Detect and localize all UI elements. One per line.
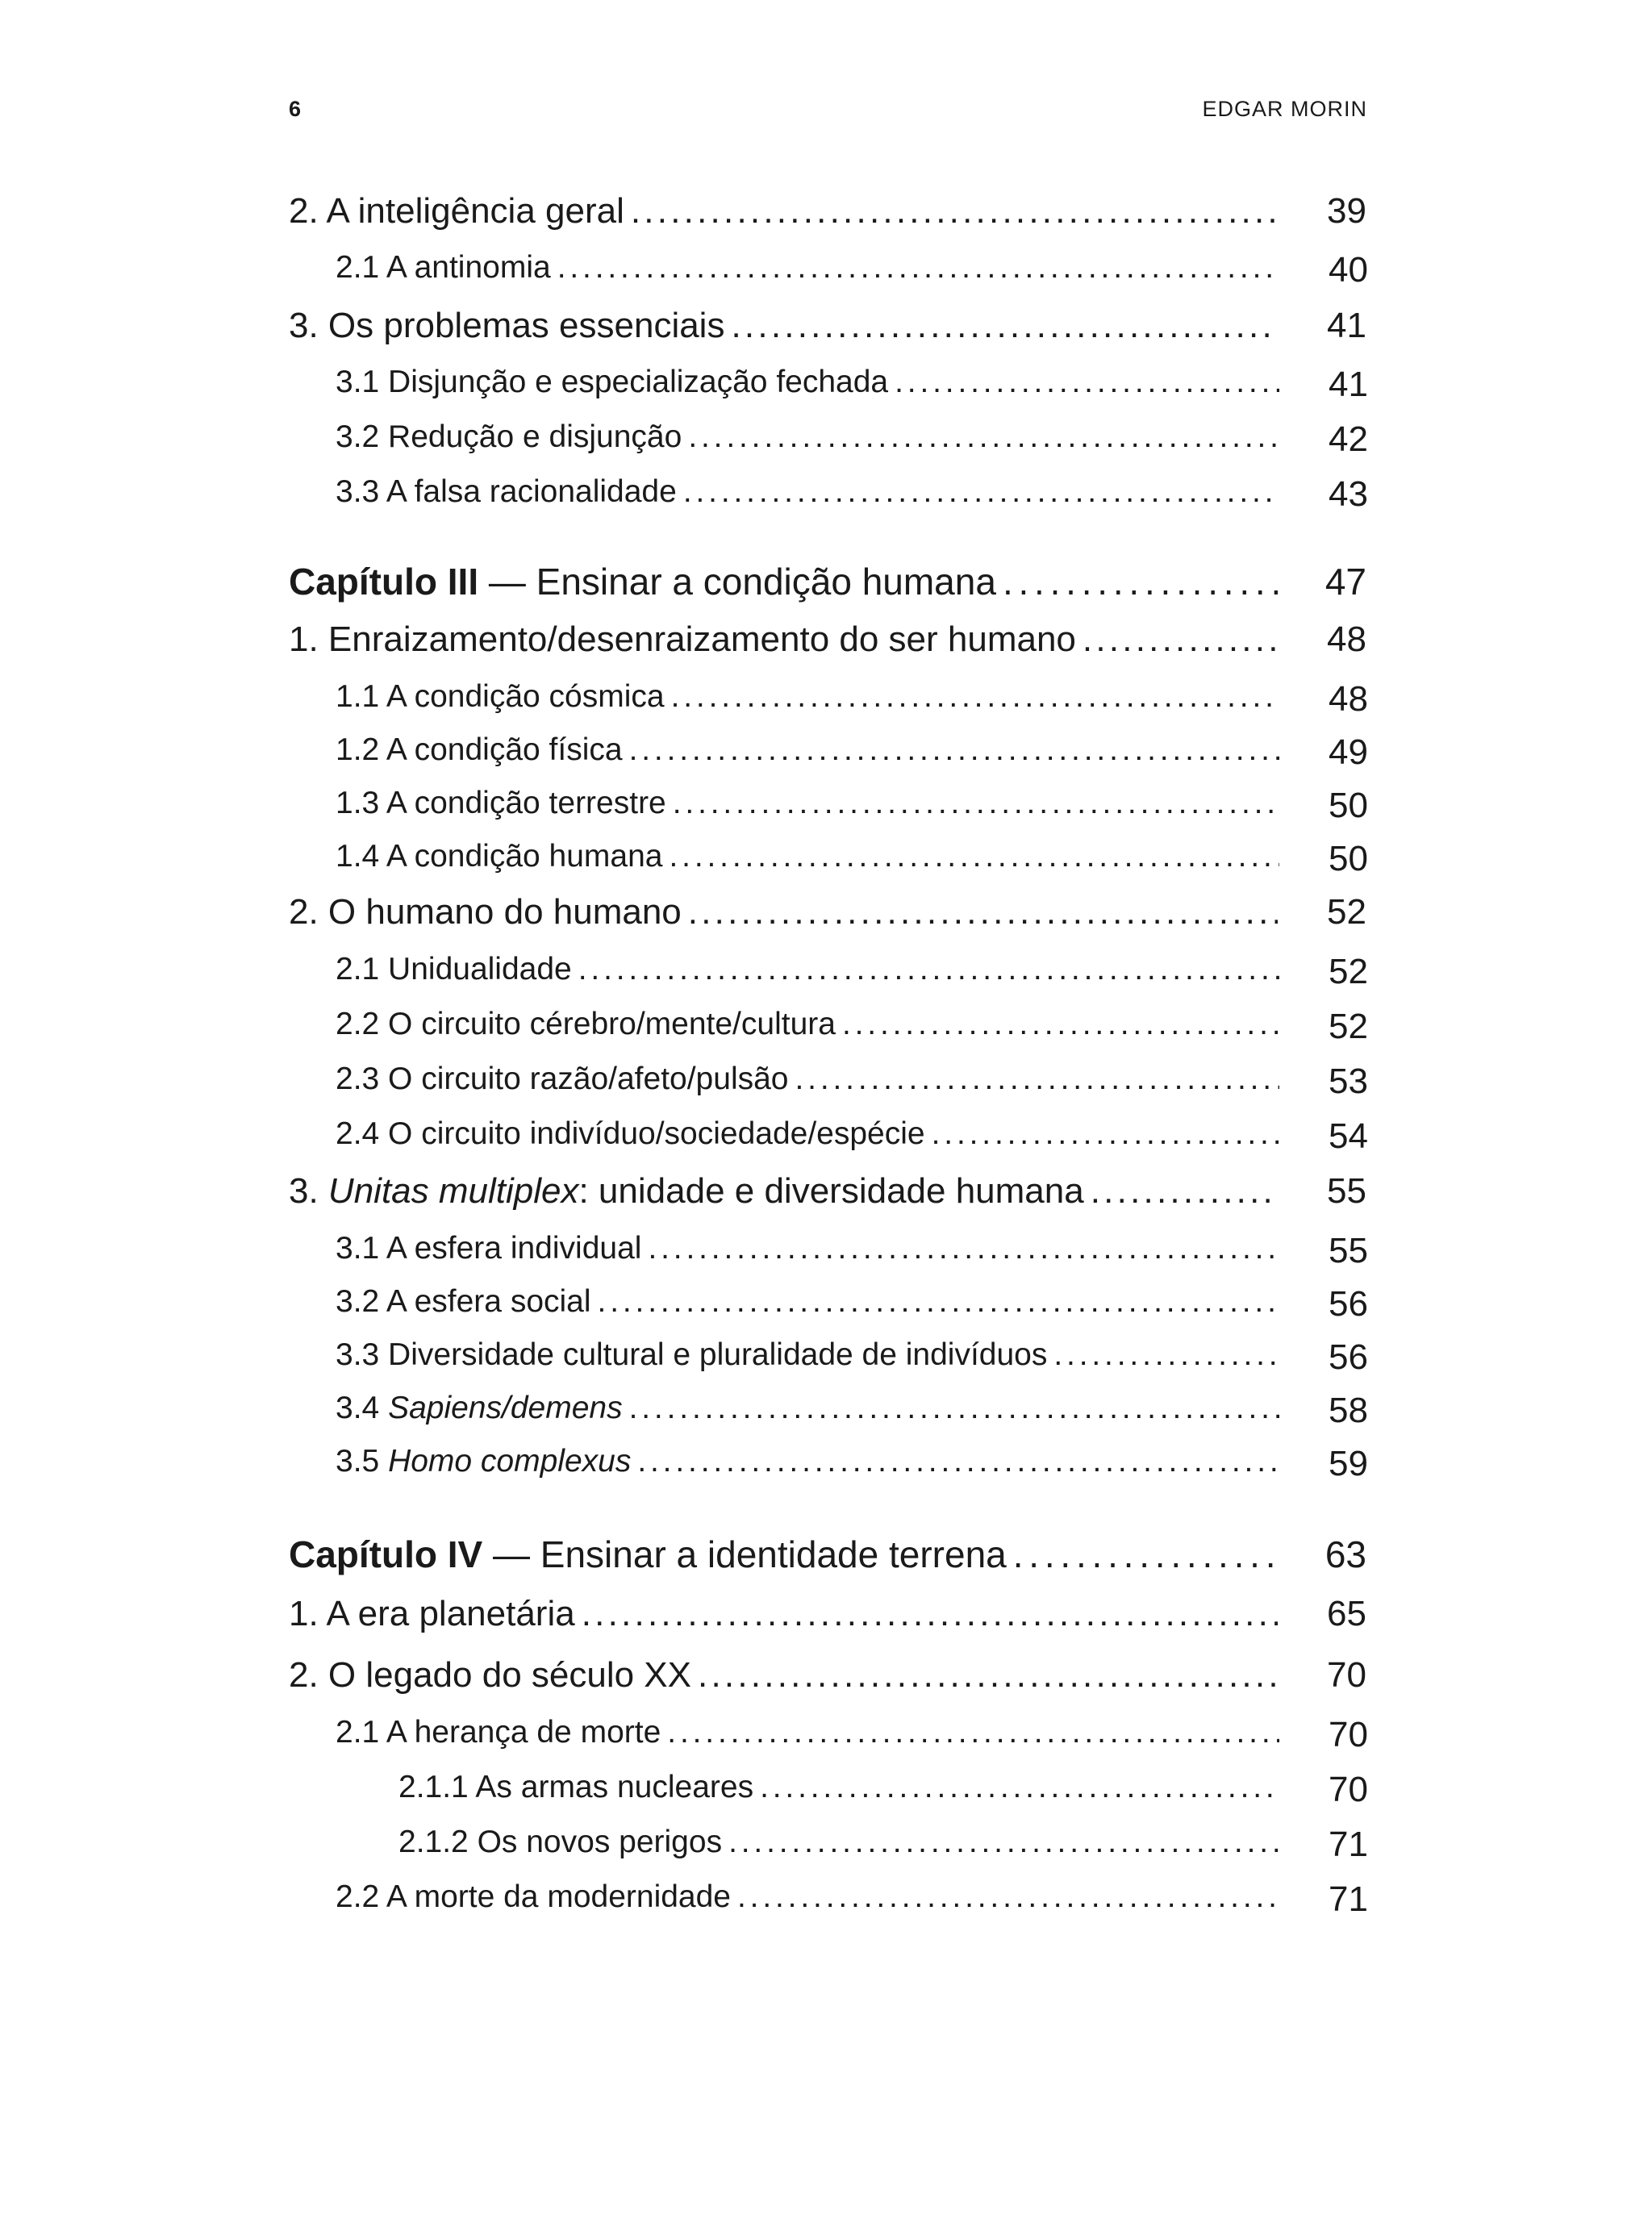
toc-entry-label: 1. A era planetária	[289, 1594, 575, 1633]
dot-leader	[1091, 1171, 1278, 1212]
toc-entry	[336, 732, 1368, 772]
toc-entry-label: 3.1 Disjunção e especialização fechada	[336, 365, 889, 399]
toc-entry	[398, 1770, 1368, 1809]
toc-entry	[336, 1116, 1368, 1156]
running-title: EDGAR MORIN	[1202, 97, 1367, 121]
toc-entry	[336, 952, 1368, 991]
toc-entry-page: 52	[1327, 892, 1366, 932]
toc-entry	[289, 619, 1366, 660]
toc-entry	[336, 1231, 1368, 1270]
toc-entry	[336, 786, 1368, 825]
toc-entry-page: 40	[1329, 250, 1368, 290]
toc-entry-label: 2. O legado do século XX	[289, 1655, 691, 1695]
toc-entry	[336, 474, 1368, 514]
toc-entry-label: 1.1 A condição cósmica	[336, 679, 665, 714]
toc-entry-label: 2.1 Unidualidade	[336, 952, 572, 987]
dot-leader	[629, 732, 1279, 768]
toc-entry-label: 1. Enraizamento/desenraizamento do ser humano	[289, 619, 1076, 659]
label-prefix: 3.5	[336, 1444, 389, 1479]
dot-leader	[698, 1655, 1278, 1696]
toc-chapter	[289, 1533, 1366, 1576]
toc-entry	[336, 1284, 1368, 1324]
dot-leader	[1053, 1337, 1279, 1373]
toc-entry-label	[336, 1391, 629, 1426]
toc-entry	[336, 1391, 1368, 1430]
label-rest: : unidade e diversidade humana	[578, 1171, 1084, 1211]
toc-entry-label: 2.2 O circuito cérebro/mente/cultura	[336, 1007, 836, 1041]
chapter-number: Capítulo III	[289, 561, 479, 603]
dot-leader	[728, 1825, 1279, 1860]
dot-leader	[731, 306, 1278, 346]
toc-entry-page: 49	[1329, 732, 1368, 772]
toc-entry-page: 70	[1329, 1715, 1368, 1754]
toc-entry-page: 41	[1329, 365, 1368, 404]
toc-entry	[289, 892, 1366, 932]
toc-entry-label	[336, 1444, 637, 1479]
chapter-number: Capítulo IV	[289, 1533, 483, 1575]
toc-chapter-label	[289, 1533, 1013, 1576]
toc-entry-page: 63	[1325, 1533, 1366, 1575]
dot-leader	[631, 191, 1278, 232]
toc-entry-page: 39	[1327, 191, 1366, 231]
toc-entry-label: 2. O humano do humano	[289, 892, 682, 932]
toc-entry	[398, 1825, 1368, 1864]
toc-entry-page: 47	[1325, 561, 1366, 603]
toc-entry	[336, 1879, 1368, 1919]
toc-entry-label: 3.3 A falsa racionalidade	[336, 474, 677, 509]
toc-entry-label: 2. A inteligência geral	[289, 191, 624, 231]
toc-entry	[336, 1062, 1368, 1101]
toc-entry	[289, 191, 1366, 232]
toc-entry-page: 54	[1329, 1116, 1368, 1156]
dot-leader	[760, 1770, 1279, 1805]
toc-entry-label: 2.1 A herança de morte	[336, 1715, 661, 1750]
toc-entry-label: 2.3 O circuito razão/afeto/pulsão	[336, 1062, 789, 1096]
dot-leader	[598, 1284, 1279, 1320]
toc-entry-label: 3. Os problemas essenciais	[289, 306, 725, 345]
toc-entry-page: 71	[1329, 1825, 1368, 1864]
toc-entry-page: 59	[1329, 1444, 1368, 1483]
dot-leader	[688, 419, 1279, 455]
toc-entry	[289, 1655, 1366, 1696]
dot-leader	[582, 1594, 1278, 1634]
toc-entry-label: 2.1.1 As armas nucleares	[398, 1770, 754, 1804]
toc-entry	[289, 306, 1366, 346]
toc-chapter	[289, 560, 1366, 603]
toc-entry-page: 70	[1327, 1655, 1366, 1695]
toc-entry	[289, 1171, 1366, 1212]
toc-entry-label: 1.2 A condição física	[336, 732, 623, 767]
dot-leader	[671, 679, 1279, 715]
toc-entry	[336, 839, 1368, 878]
toc-entry-page: 55	[1329, 1231, 1368, 1270]
toc-entry-page: 41	[1327, 306, 1366, 345]
toc-entry-page: 43	[1329, 474, 1368, 514]
toc-entry-page: 65	[1327, 1594, 1366, 1633]
toc-entry-page: 48	[1329, 679, 1368, 719]
page-number: 6	[289, 97, 302, 121]
chapter-title: — Ensinar a condição humana	[478, 561, 996, 603]
toc-entry-label: 2.4 O circuito indivíduo/sociedade/espécie	[336, 1116, 925, 1151]
toc-entry-page: 42	[1329, 419, 1368, 459]
toc-entry-page: 53	[1329, 1062, 1368, 1101]
dot-leader	[637, 1444, 1279, 1479]
toc-entry-page: 56	[1329, 1284, 1368, 1324]
toc-entry-label: 2.1.2 Os novos perigos	[398, 1825, 723, 1859]
toc-entry	[336, 250, 1368, 290]
toc-entry-page: 56	[1329, 1337, 1368, 1377]
dot-leader	[1013, 1533, 1278, 1576]
toc-entry-page: 50	[1329, 839, 1368, 878]
dot-leader	[1003, 560, 1278, 603]
label-italic: Homo complexus	[388, 1444, 632, 1479]
toc-entry-label: 1.3 A condição terrestre	[336, 786, 666, 820]
toc-entry-page: 55	[1327, 1171, 1366, 1211]
toc-entry-page: 52	[1329, 952, 1368, 991]
toc-entry-page: 71	[1329, 1879, 1368, 1919]
toc-entry-label	[289, 1171, 1091, 1212]
toc-entry-page: 48	[1327, 619, 1366, 659]
toc-entry-label: 3.2 Redução e disjunção	[336, 419, 682, 454]
toc-entry	[289, 1594, 1366, 1634]
dot-leader	[629, 1391, 1279, 1426]
dot-leader	[578, 952, 1279, 987]
label-italic: Unitas multiplex	[327, 1171, 579, 1211]
dot-leader	[557, 250, 1279, 286]
toc-entry	[336, 419, 1368, 459]
label-italic: Sapiens/demens	[388, 1391, 623, 1425]
dot-leader	[737, 1879, 1279, 1915]
dot-leader	[669, 839, 1279, 874]
toc-entry-label: 3.3 Diversidade cultural e pluralidade de indivíduos	[336, 1337, 1048, 1372]
chapter-title: — Ensinar a identidade terrena	[482, 1533, 1007, 1575]
toc-entry-label: 3.2 A esfera social	[336, 1284, 591, 1319]
toc-chapter-label	[289, 560, 1003, 603]
dot-leader	[842, 1007, 1279, 1042]
toc-entry-label: 1.4 A condição humana	[336, 839, 663, 874]
toc-entry-label: 3.1 A esfera individual	[336, 1231, 642, 1266]
toc-entry-label: 2.2 A morte da modernidade	[336, 1879, 731, 1914]
toc-entry-page: 70	[1329, 1770, 1368, 1809]
toc-entry	[336, 1007, 1368, 1046]
dot-leader	[895, 365, 1279, 400]
dot-leader	[648, 1231, 1279, 1266]
toc-entry-page: 52	[1329, 1007, 1368, 1046]
label-prefix: 3.4	[336, 1391, 389, 1425]
dot-leader	[1083, 619, 1278, 660]
toc-entry	[336, 365, 1368, 404]
toc-entry	[336, 1715, 1368, 1754]
dot-leader	[688, 892, 1278, 932]
dot-leader	[673, 786, 1279, 821]
toc-entry-label: 2.1 A antinomia	[336, 250, 551, 285]
label-prefix: 3.	[289, 1171, 328, 1211]
toc-entry	[336, 679, 1368, 719]
toc-entry	[336, 1444, 1368, 1483]
dot-leader	[795, 1062, 1279, 1097]
dot-leader	[683, 474, 1279, 510]
toc-entry-page: 50	[1329, 786, 1368, 825]
toc-entry-page: 58	[1329, 1391, 1368, 1430]
toc-entry	[336, 1337, 1368, 1377]
dot-leader	[932, 1116, 1279, 1152]
dot-leader	[667, 1715, 1279, 1750]
